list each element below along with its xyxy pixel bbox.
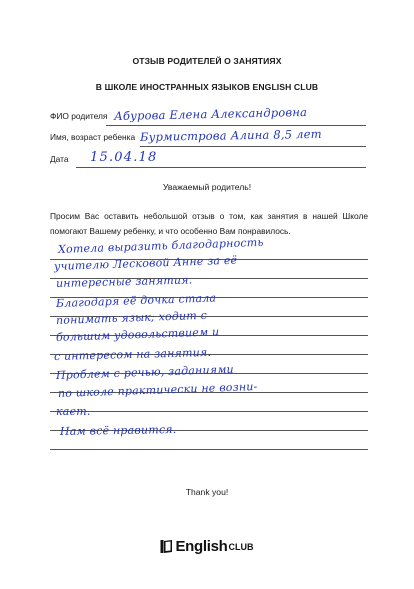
date-line <box>76 167 366 168</box>
logo-brand: English <box>175 538 228 555</box>
feedback-line-8: Проблем с речью, заданиями <box>55 362 235 382</box>
feedback-line-2: учителю Лесковой Анне за её <box>53 253 238 273</box>
form-title-line-1: ОТЗЫВ РОДИТЕЛЕЙ О ЗАНЯТИЯХ <box>132 56 282 66</box>
book-icon <box>160 539 173 554</box>
feedback-line-10: кает. <box>56 405 91 418</box>
form-title-line-2: В ШКОЛЕ ИНОСТРАННЫХ ЯЗЫКОВ ENGLISH CLUB <box>95 82 319 92</box>
thank-you-text: Thank you! <box>185 487 229 497</box>
feedback-line-9: по школе практически не возни- <box>57 380 258 400</box>
feedback-line-5: понимать язык; ходит с <box>55 308 208 327</box>
feedback-line-3: интересные занятия. <box>55 273 193 290</box>
feedback-line-11: Нам всё нравится. <box>59 422 177 438</box>
request-text: Просим Вас оставить небольшой отзыв о том, как занятия в нашей Школе помогают Вашему ребенку, и что особенно Вам понравилось. <box>50 211 368 236</box>
date-value: 15.04.18 <box>90 150 158 165</box>
parent-name-value: Абурова Елена Александровна <box>113 104 308 123</box>
parent-name-line <box>106 125 366 126</box>
date-label: Дата <box>50 154 69 164</box>
feedback-line-1: Хотела выразить благодарность <box>57 235 264 256</box>
feedback-line-7: с интересом на занятия. <box>53 345 212 363</box>
child-name-age-value: Бурмистрова Алина 8,5 лет <box>139 126 322 144</box>
feedback-line-4: Благодаря её дочка стала <box>55 291 217 310</box>
feedback-rule <box>50 411 368 412</box>
child-name-age-line <box>140 146 366 147</box>
english-club-logo <box>0 538 414 555</box>
feedback-rule <box>50 449 368 450</box>
child-name-age-label: Имя, возраст ребенка <box>50 132 136 142</box>
logo-suffix: CLUB <box>228 541 254 552</box>
feedback-line-6: большим удовольствием и <box>55 325 220 344</box>
parent-name-label: ФИО родителя <box>50 111 108 121</box>
greeting: Уважаемый родитель! <box>162 182 252 192</box>
